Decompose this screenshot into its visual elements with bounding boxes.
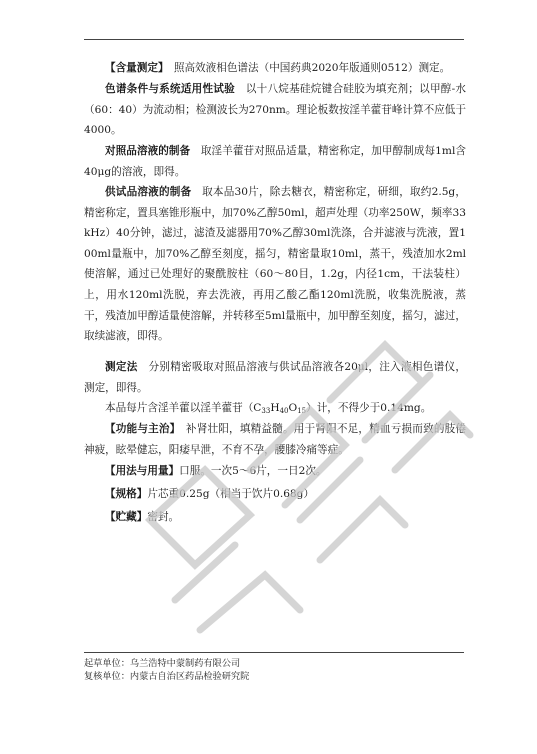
bottom-rule <box>84 652 464 653</box>
content-assay-paragraph <box>84 58 466 79</box>
method-heading: 测定法 <box>105 361 138 373</box>
usage-paragraph <box>84 461 466 482</box>
content-limit-text-before: 本品每片含淫羊藿以淫羊藿苷（C <box>105 402 262 414</box>
storage-text: 密封。 <box>147 511 180 523</box>
formula-oxygen: O <box>288 402 298 414</box>
reference-solution-heading: 对照品溶液的制备 <box>105 145 191 157</box>
formula-subscript-hydrogen: 40 <box>279 407 289 415</box>
function-paragraph <box>84 419 466 460</box>
function-heading: 【功能与主治】 <box>105 423 176 435</box>
usage-text: 口服。一次5～6片，一日2次。 <box>179 465 327 477</box>
spec-text: 片芯重0.25g（相当于饮片0.68g） <box>147 488 315 500</box>
reference-solution-text: 取淫羊藿苷对照品适量，精密称定，加甲醇制成每1ml含40μg的溶液，即得。 <box>84 145 467 178</box>
test-solution-heading: 供试品溶液的制备 <box>105 186 192 198</box>
method-text: 分别精密吸取对照品溶液与供试品溶液各20μl，注入液相色谱仪，测定，即得。 <box>84 361 466 394</box>
storage-paragraph <box>84 507 466 528</box>
review-unit: 复核单位：内蒙古自治区药品检验研究院 <box>84 671 250 682</box>
chromatographic-heading: 色谱条件与系统适用性试验 <box>105 83 235 95</box>
formula-hydrogen: H <box>270 402 280 414</box>
usage-heading: 【用法与用量】 <box>105 465 180 477</box>
formula-subscript-carbon: 33 <box>261 407 271 415</box>
chromatographic-text: 以十八烷基硅烷键合硅胶为填充剂；以甲醇-水（60：40）为流动相；检测波长为270nm。理论板数按淫羊藿苷峰计算不应低于4000。 <box>84 83 467 137</box>
method-paragraph <box>84 357 466 398</box>
top-rule <box>84 39 464 40</box>
test-solution-text: 取本品30片，除去糖衣，精密称定，研细，取约2.5g，精密称定，置具塞锥形瓶中，加70%乙醇50ml，超声处理（功率250W，频率33kHz）40分钟，滤过，滤渣及滤器用70%乙醇30ml洗涤，合并滤液与洗液，置100ml量瓶中，加70%乙醇至刻度，摇匀，精密量取10ml，蒸干，残渣加水2ml使溶解，通过已处理好的聚酰胺柱（60～80目，1.2g，内径1cm，干法装柱）上，用水120ml洗脱，弃去洗液，再用乙酸乙酯120ml洗脱，收集洗脱液，蒸干，残渣加甲醇适量使溶解，并转移至5ml量瓶中，加甲醇至刻度，摇匀，滤过，取续滤液，即得。 <box>84 186 467 343</box>
drafting-unit: 起草单位：乌兰浩特中蒙制药有限公司 <box>84 658 241 669</box>
chromatographic-paragraph <box>84 79 466 141</box>
footer <box>84 657 464 683</box>
function-text: 补肾壮阳，填精益髓。用于肾阳不足，精血亏损而致的肢倦神疲，眩晕健忘，阳痿早泄，不育不孕，腰膝冷痛等症。 <box>84 423 466 456</box>
storage-heading: 【贮藏】 <box>105 511 148 523</box>
content-assay-text: 照高效液相色谱法（中国药典2020年版通则0512）测定。 <box>163 62 451 74</box>
test-solution-paragraph <box>84 182 466 347</box>
content-assay-heading: 【含量测定】 <box>105 62 164 74</box>
formula-subscript-oxygen: 15 <box>297 407 307 415</box>
content-limit-text-after: ）计，不得少于0.14mg。 <box>306 402 432 414</box>
reference-solution-paragraph <box>84 141 466 182</box>
spec-heading: 【规格】 <box>105 488 148 500</box>
spec-paragraph <box>84 484 466 505</box>
